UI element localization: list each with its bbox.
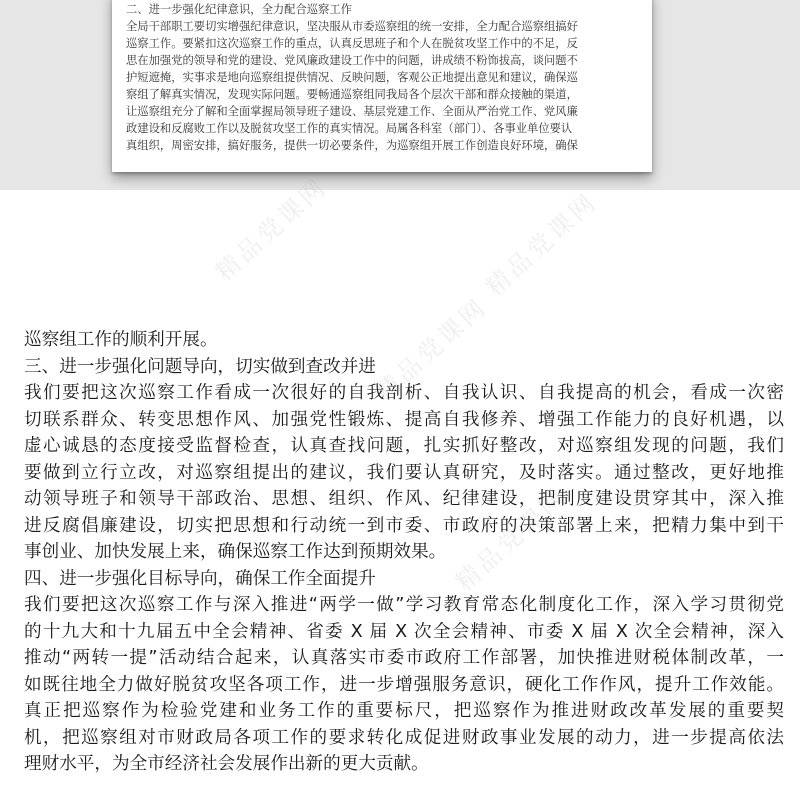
- watermark: 精品党课网: [370, 292, 494, 407]
- watermark: 精品党课网: [480, 187, 604, 302]
- paragraph-line: 推动“两转一提”活动结合起来，认真落实市委市政府工作部署，加快推进财税体制改革，一: [24, 648, 784, 668]
- watermark: 精品党课网: [210, 172, 334, 287]
- paragraph-line: 理财水平，为全市经济社会发展作出新的更大贡献。: [24, 754, 429, 774]
- preview-line: 护短遮掩，实事求是地向巡察组提供情况、反映问题，客观公正地提出意见和建议，确保巡: [126, 71, 578, 84]
- paragraph-line: 切联系群众、转变思想作风、加强党性锻炼、提高自我修养、增强工作能力的良好机遇，以: [24, 409, 784, 430]
- preview-line: 察组了解真实情况，发现实际问题。要畅通巡察组同我局各个层次干部和群众接触的渠道，: [126, 88, 578, 101]
- paragraph-line: 事创业、加快发展上来，确保巡察工作达到预期效果。: [24, 542, 447, 562]
- paragraph-line: 的十九大和十九届五中全会精神、省委 X 届 X 次全会精神、市委 X 届 X 次全会精神，深入: [24, 621, 784, 642]
- preview-line: 让巡察组充分了解和全面掌握局领导班子建设、基层党建工作、全面从严治党工作、党风廉: [126, 105, 578, 118]
- preview-line: 巡察工作。要紧扣这次巡察工作的重点，认真反思班子和个人在脱贫攻坚工作中的不足，反: [126, 37, 578, 50]
- section-heading: 四、进一步强化目标导向，确保工作全面提升: [24, 568, 376, 589]
- paragraph-line: 我们要把这次巡察工作看成一次很好的自我剖析、自我认识、自我提高的机会，看成一次密: [24, 383, 784, 403]
- preview-text: [126, 0, 641, 154]
- watermark: 精品党课网: [450, 482, 574, 597]
- preview-line: 全局干部职工要切实增强纪律意识，坚决服从市委巡察组的统一安排，全力配合巡察组搞好: [126, 20, 578, 33]
- paragraph-line: 如既往地全力做好脱贫攻坚各项工作，进一步增强服务意识，硬化工作作风，提升工作效能。: [24, 674, 784, 695]
- preview-line: 思在加强党的领导和党的建设、党风廉政建设工作中的问题，讲成绩不粉饰拔高，谈问题不: [126, 54, 578, 67]
- paragraph-line: 要做到立行立改，对巡察组提出的建议，我们要认真研究，及时落实。通过整改，更好地推: [24, 462, 784, 483]
- document-body: [24, 327, 784, 778]
- paragraph-line: 巡察组工作的顺利开展。: [24, 330, 218, 350]
- preview-heading: 二、进一步强化纪律意识，全力配合巡察工作: [126, 3, 352, 16]
- section-heading: 三、进一步强化问题导向，切实做到查改并进: [24, 356, 376, 377]
- preview-line: 真组织，周密安排，搞好服务，提供一切必要条件，为巡察组开展工作创造良好环境，确保: [126, 139, 578, 152]
- preview-line: 政建设和反腐败工作以及脱贫攻坚工作的真实情况。局属各科室（部门）、各事业单位要认: [126, 122, 573, 135]
- paragraph-line: 虚心诚恳的态度接受监督检查，认真查找问题，扎实抓好整改，对巡察组发现的问题，我们: [24, 436, 784, 456]
- paragraph-line: 机，把巡察组对市财政局各项工作的要求转化成促进财政事业发展的动力，进一步提高依法: [24, 727, 784, 748]
- paragraph-line: 动领导班子和领导干部政治、思想、组织、作风、纪律建设，把制度建设贯穿其中，深入推: [24, 489, 784, 509]
- document-preview-card: [112, 0, 652, 172]
- paragraph-line: 我们要把这次巡察工作与深入推进“两学一做”学习教育常态化制度化工作，深入学习贯彻党: [24, 595, 784, 615]
- paragraph-line: 进反腐倡廉建设，切实把思想和行动统一到市委、市政府的决策部署上来，把精力集中到干: [24, 515, 784, 536]
- paragraph-line: 真正把巡察作为检验党建和业务工作的重要标尺，把巡察作为推进财政改革发展的重要契: [24, 701, 784, 721]
